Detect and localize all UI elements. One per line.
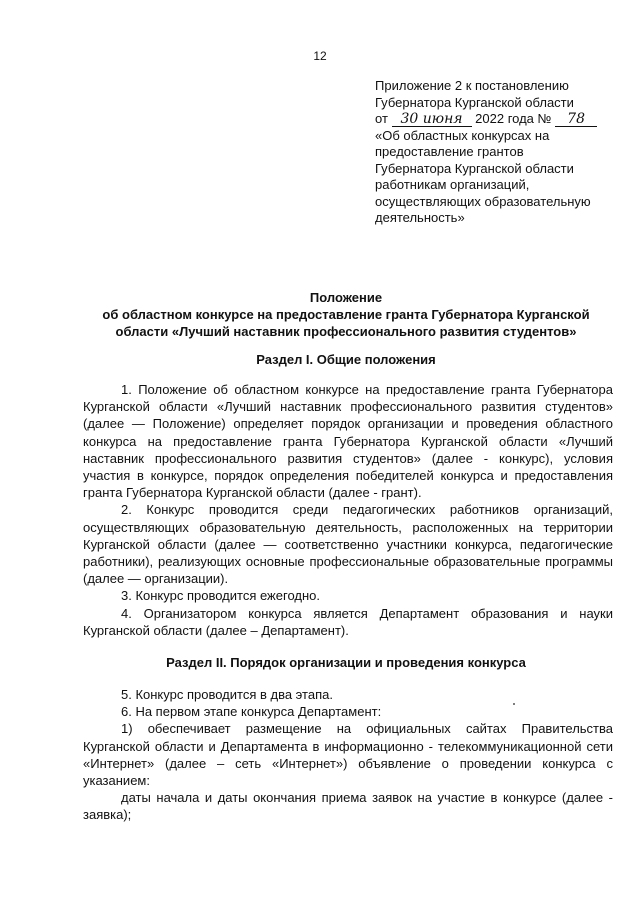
year-text: 2022 года № — [475, 111, 552, 126]
paragraph: 1. Положение об областном конкурсе на предоставление гранта Губернатора Курганской области «Лучший наставник профессионального развития студентов» (далее — Положение) определяет порядок организации и проведения областного конкурса на предоставление гранта Губернатора Курганской области «Лучший наставник профессионального развития студентов» (далее - конкурс), условия участия в конкурсе, порядок определения победителей конкурса и предоставления гранта Губернатора Курганской области (далее - грант). — [83, 382, 613, 501]
appendix-date-line — [375, 111, 615, 128]
section2-body — [83, 686, 613, 824]
from-prefix: от — [375, 111, 388, 126]
appendix-line: деятельность» — [375, 210, 465, 225]
title-line: Положение — [309, 290, 383, 305]
scan-speck — [513, 703, 515, 705]
section2-heading: Раздел II. Порядок организации и проведения конкурса — [166, 655, 526, 670]
handwritten-date: 30 июня — [392, 113, 472, 127]
paragraph: 2. Конкурс проводится среди педагогических работников организаций, осуществляющих образовательную деятельность, расположенных на территории Курганской области (далее — соответственно участники конкурса, педагогические работники), реализующих основные профессиональные образовательные программы (далее — организации). — [83, 502, 613, 587]
paragraph: 4. Организатором конкурса является Департамент образования и науки Курганской области (далее – Департамент). — [83, 605, 613, 638]
appendix-line: осуществляющих образовательную — [375, 193, 591, 209]
section1-body — [83, 381, 613, 639]
title-line: об областном конкурсе на предоставление гранта Губернатора Курганской — [102, 307, 590, 322]
title-line: области «Лучший наставник профессионального развития студентов» — [115, 324, 577, 339]
handwritten-number: 78 — [555, 113, 597, 127]
paragraph: 1) обеспечивает размещение на официальных сайтах Правительства Курганской области и Департамента в информационно - телекоммуникационной сети «Интернет» (далее – сеть «Интернет») объявление о проведении конкурса с указанием: — [83, 721, 613, 789]
section1-heading: Раздел I. Общие положения — [256, 352, 436, 367]
appendix-line: работникам организаций, — [375, 177, 530, 192]
appendix-line: Губернатора Курганской области — [375, 94, 574, 110]
appendix-line: Губернатора Курганской области — [375, 160, 574, 176]
paragraph: 6. На первом этапе конкурса Департамент: — [121, 704, 382, 720]
paragraph: 5. Конкурс проводится в два этапа. — [121, 687, 333, 702]
paragraph: 3. Конкурс проводится ежегодно. — [121, 588, 320, 604]
page-number: 12 — [313, 49, 327, 63]
document-title — [80, 289, 612, 340]
appendix-block — [375, 78, 615, 227]
paragraph: даты начала и даты окончания приема заявок на участие в конкурсе (далее - заявка); — [83, 790, 613, 823]
appendix-line: «Об областных конкурсах на — [375, 127, 550, 143]
appendix-line: Приложение 2 к постановлению — [375, 78, 569, 93]
appendix-line: предоставление грантов — [375, 144, 524, 159]
